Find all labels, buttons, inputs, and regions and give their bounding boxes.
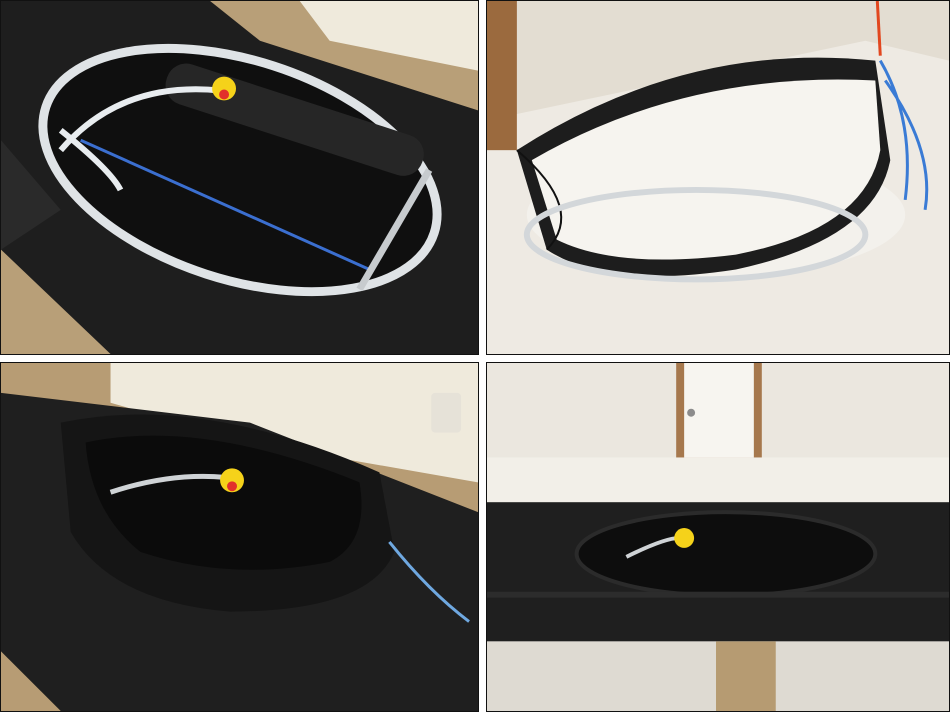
sleeve-photo <box>487 1 949 354</box>
rim-frame-photo <box>1 1 478 354</box>
photo-panel-installed <box>0 362 479 712</box>
photo-panel-rim-frame <box>0 0 479 355</box>
red-valve-cap <box>219 89 229 99</box>
red-valve-cap <box>227 481 237 491</box>
door-frame <box>487 1 517 150</box>
glue-can <box>431 393 461 433</box>
floor-stand <box>716 641 776 711</box>
photo-panel-sleeve <box>486 0 950 355</box>
door-knob <box>687 409 695 417</box>
door <box>684 363 754 457</box>
finished-photo <box>487 363 949 711</box>
installed-photo <box>1 363 478 711</box>
hull-seam <box>487 592 949 598</box>
photo-panel-finished <box>486 362 950 712</box>
yellow-valve <box>674 528 694 548</box>
cockpit-opening <box>577 512 876 596</box>
